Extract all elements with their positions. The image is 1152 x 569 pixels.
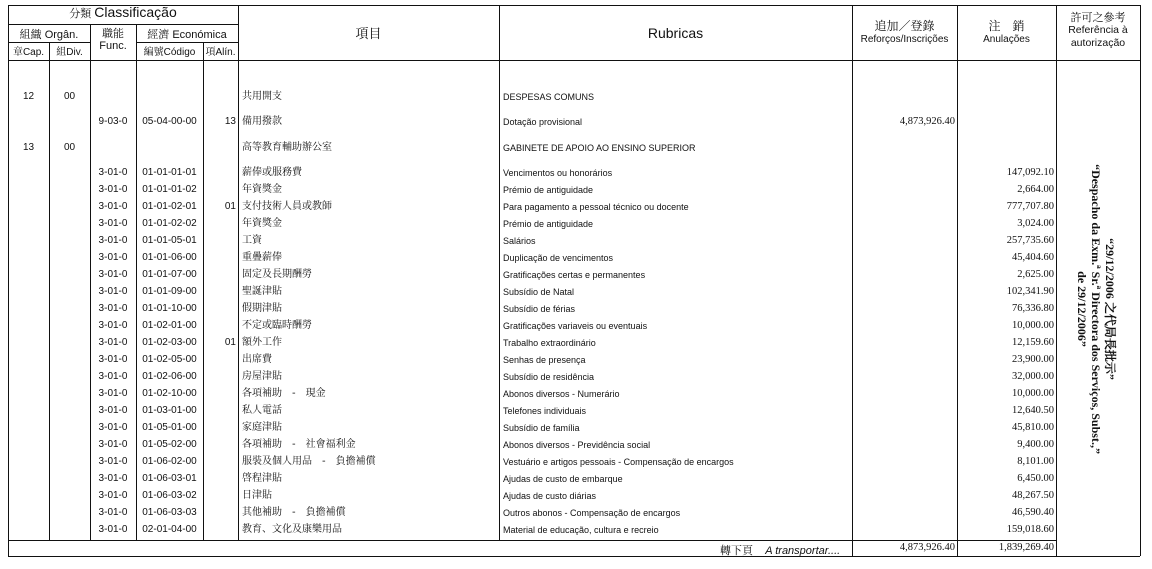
items-header: 項目 [355, 27, 382, 42]
functional-cell: 3-01-0 [98, 320, 128, 331]
chapter-zh: 章 [12, 47, 23, 58]
functional-cell: 9-03-0 [98, 116, 128, 127]
rubrica-cell: Prémio de antiguidade [503, 185, 594, 195]
rubrica-cell: Vencimentos ou honorários [503, 168, 613, 178]
classification-pt: Classificação [94, 4, 177, 20]
reference-zh: 許可之參考 [1070, 11, 1126, 24]
rubrica-cell: Material de educação, cultura e recreio [503, 525, 659, 535]
code-cell: 02-01-04-00 [142, 524, 197, 535]
reference-header [1056, 11, 1140, 50]
cancellation-cell: 12,159.60 [1012, 337, 1054, 348]
item-zh-cell: 假期津貼 [242, 303, 282, 314]
cancellation-cell: 46,590.40 [1012, 507, 1054, 518]
rubrica-cell: Ajudas de custo de embarque [503, 474, 623, 484]
chapter-pt: Cap. [22, 47, 45, 58]
functional-cell: 3-01-0 [98, 524, 128, 535]
item-zh-cell: 房屋津貼 [242, 371, 282, 382]
functional-cell: 3-01-0 [98, 184, 128, 195]
cancellation-cell: 147,092.10 [1006, 167, 1054, 178]
cancellation-cell: 10,000.00 [1012, 320, 1054, 331]
alinea-cell: 01 [224, 337, 236, 348]
cancellations-zh: 注 銷 [988, 19, 1025, 33]
functional-cell: 3-01-0 [98, 235, 128, 246]
functional-cell: 3-01-0 [98, 218, 128, 229]
cancellation-cell: 257,735.60 [1006, 235, 1054, 246]
item-zh-cell: 薪俸或服務費 [242, 167, 302, 178]
division-cell: 00 [63, 142, 76, 153]
code-cell: 01-01-07-00 [142, 269, 197, 280]
code-cell: 01-01-01-01 [142, 167, 197, 178]
total-reforcos: 4,873,926.40 [899, 542, 955, 553]
rubrica-cell: Ajudas de custo diárias [503, 491, 597, 501]
cancellation-cell: 23,900.00 [1012, 354, 1054, 365]
cancellation-cell: 45,810.00 [1012, 422, 1054, 433]
code-cell: 01-01-01-02 [142, 184, 197, 195]
item-zh-cell: 高等教育輔助辦公室 [242, 142, 332, 153]
reinforcement-cell: 4,873,926.40 [899, 116, 955, 127]
functional-zh: 職能 [102, 27, 124, 40]
cancellations-pt: Anulações [983, 34, 1030, 45]
economic-header [136, 28, 238, 42]
alinea-cell: 13 [224, 116, 236, 127]
code-cell: 01-02-05-00 [142, 354, 197, 365]
rubrica-cell: Gratificações certas e permanentes [503, 270, 646, 280]
col-border [49, 42, 50, 540]
item-zh-cell: 固定及長期酬勞 [242, 269, 312, 280]
classification-divider [8, 24, 238, 25]
alinea-header [203, 46, 238, 59]
cancellation-cell: 45,404.60 [1012, 252, 1054, 263]
functional-cell: 3-01-0 [98, 167, 128, 178]
cancellation-cell: 48,267.50 [1012, 490, 1054, 501]
rubrica-cell: Subsídio de Natal [503, 287, 575, 297]
item-zh-cell: 其他補助 - 負擔補償 [242, 507, 346, 518]
reinforcements-zh: 追加／登錄 [874, 19, 935, 33]
item-zh-cell: 不定或臨時酬勞 [242, 320, 312, 331]
alinea-pt: Alín. [215, 47, 236, 58]
code-cell: 01-01-06-00 [142, 252, 197, 263]
rubrica-cell: Subsídio de férias [503, 304, 576, 314]
chapter-cell: 13 [22, 142, 35, 153]
cancellation-cell: 9,400.00 [1017, 439, 1054, 450]
carry-zh: 轉下頁 [720, 544, 753, 557]
col-border [238, 5, 239, 540]
chapter-cell: 12 [22, 91, 35, 102]
cancellation-cell: 2,664.00 [1017, 184, 1054, 195]
functional-cell: 3-01-0 [98, 286, 128, 297]
item-zh-cell: 重疊薪俸 [242, 252, 282, 263]
code-cell: 01-01-09-00 [142, 286, 197, 297]
authorization-text [1075, 49, 1117, 569]
chapter-header [8, 46, 49, 59]
carry-forward-label [720, 542, 840, 558]
item-zh-cell: 額外工作 [242, 337, 282, 348]
code-cell: 01-05-01-00 [142, 422, 197, 433]
functional-cell: 3-01-0 [98, 507, 128, 518]
cancellation-cell: 8,101.00 [1017, 456, 1054, 467]
economic-pt: Económica [172, 29, 227, 41]
cancellation-cell: 159,018.60 [1006, 524, 1054, 535]
code-cell: 01-06-03-01 [142, 473, 197, 484]
item-zh-cell: 各項補助 - 現金 [242, 388, 326, 399]
cancellation-cell: 12,640.50 [1012, 405, 1054, 416]
functional-cell: 3-01-0 [98, 456, 128, 467]
code-cell: 01-02-10-00 [142, 388, 197, 399]
col-border [1056, 5, 1057, 556]
carry-pt: A transportar.... [765, 545, 841, 557]
code-cell: 05-04-00-00 [142, 116, 197, 127]
rubrica-cell: Dotação provisional [503, 117, 583, 127]
item-zh-cell: 共用開支 [242, 91, 282, 102]
item-zh-cell: 日津貼 [242, 490, 272, 501]
functional-cell: 3-01-0 [98, 337, 128, 348]
code-cell: 01-01-02-01 [142, 201, 197, 212]
cancellation-cell: 102,341.90 [1006, 286, 1054, 297]
code-cell: 01-02-01-00 [142, 320, 197, 331]
item-zh-cell: 服裝及個人用品 - 負擔補償 [242, 456, 376, 467]
division-pt: Div. [66, 47, 83, 58]
reinforcements-header [852, 20, 957, 46]
code-cell: 01-05-02-00 [142, 439, 197, 450]
item-zh-cell: 私人電話 [242, 405, 282, 416]
organic-zh: 組織 [19, 28, 42, 41]
code-cell: 01-01-10-00 [142, 303, 197, 314]
functional-header [90, 27, 136, 53]
code-cell: 01-03-01-00 [142, 405, 197, 416]
total-anulacoes: 1,839,269.40 [998, 542, 1054, 553]
rubrica-cell: Telefones individuais [503, 406, 587, 416]
division-zh: 組 [56, 47, 67, 58]
functional-cell: 3-01-0 [98, 473, 128, 484]
col-border [8, 5, 9, 556]
table-bottom-border [8, 556, 1140, 557]
col-border [852, 5, 853, 556]
code-cell: 01-06-03-02 [142, 490, 197, 501]
rubrica-cell: DESPESAS COMUNS [503, 92, 595, 102]
item-zh-cell: 家庭津貼 [242, 422, 282, 433]
footer-top-border [8, 540, 1056, 541]
rubrica-cell: Duplicação de vencimentos [503, 253, 614, 263]
rubrica-cell: Outros abonos - Compensação de encargos [503, 508, 681, 518]
code-cell: 01-06-03-03 [142, 507, 197, 518]
item-zh-cell: 啓程津貼 [242, 473, 282, 484]
cancellations-header [957, 20, 1056, 46]
cancellation-cell: 10,000.00 [1012, 388, 1054, 399]
header-bottom-border [8, 60, 1140, 61]
alinea-cell: 01 [224, 201, 236, 212]
item-zh-cell: 聖誕津貼 [242, 286, 282, 297]
col-border [1140, 5, 1141, 556]
cancellation-cell: 76,336.80 [1012, 303, 1054, 314]
item-zh-cell: 工資 [242, 235, 262, 246]
economic-zh: 經濟 [147, 28, 170, 41]
reference-pt-line2: autorização [1070, 37, 1126, 49]
functional-cell: 3-01-0 [98, 439, 128, 450]
rubrica-cell: Subsídio de família [503, 423, 580, 433]
code-cell: 01-06-02-00 [142, 456, 197, 467]
reference-pt-line1: Referência à [1068, 24, 1128, 36]
division-header [49, 46, 90, 59]
cancellation-cell: 2,625.00 [1017, 269, 1054, 280]
rubrica-cell: Vestuário e artigos pessoais - Compensação de encargos [503, 457, 734, 467]
reinforcements-pt: Reforços/Inscrições [860, 34, 949, 45]
rubrica-cell: Prémio de antiguidade [503, 219, 594, 229]
rubrica-cell: Senhas de presença [503, 355, 586, 365]
authorization-line1: “29/12/2006 之代局長批示” [1103, 238, 1117, 380]
cancellation-cell: 32,000.00 [1012, 371, 1054, 382]
item-zh-cell: 出席費 [242, 354, 272, 365]
division-cell: 00 [63, 91, 76, 102]
functional-cell: 3-01-0 [98, 490, 128, 501]
cancellation-cell: 777,707.80 [1006, 201, 1054, 212]
col-border [499, 5, 500, 540]
item-zh-cell: 年資獎金 [242, 184, 282, 195]
rubrica-cell: Para pagamento a pessoal técnico ou docente [503, 202, 689, 212]
code-cell: 01-02-06-00 [142, 371, 197, 382]
rubrica-cell: GABINETE DE APOIO AO ENSINO SUPERIOR [503, 143, 696, 153]
item-zh-cell: 年資獎金 [242, 218, 282, 229]
functional-cell: 3-01-0 [98, 252, 128, 263]
rubrica-cell: Subsídio de residência [503, 372, 595, 382]
rubrica-cell: Salários [503, 236, 536, 246]
rubrica-cell: Abonos diversos - Previdência social [503, 440, 651, 450]
functional-pt: Func. [99, 40, 127, 52]
item-zh-cell: 各項補助 - 社會福利金 [242, 439, 356, 450]
functional-cell: 3-01-0 [98, 354, 128, 365]
code-header [136, 46, 203, 59]
rubrica-cell: Abonos diversos - Numerário [503, 389, 620, 399]
classification-zh: 分類 [69, 7, 92, 20]
code-cell: 01-01-05-01 [142, 235, 197, 246]
cancellation-cell: 6,450.00 [1017, 473, 1054, 484]
functional-cell: 3-01-0 [98, 388, 128, 399]
functional-cell: 3-01-0 [98, 405, 128, 416]
economic-divider [136, 42, 238, 43]
rubrica-cell: Trabalho extraordinário [503, 338, 596, 348]
rubricas-header: Rubricas [647, 25, 704, 41]
code-pt: Código [163, 47, 196, 58]
classification-header [8, 6, 238, 21]
alinea-zh: 項 [205, 47, 216, 58]
item-zh-cell: 教育、文化及康樂用品 [242, 524, 342, 535]
functional-cell: 3-01-0 [98, 422, 128, 433]
organic-pt: Orgân. [44, 29, 79, 41]
functional-cell: 3-01-0 [98, 201, 128, 212]
item-zh-cell: 支付技術人員或教師 [242, 201, 332, 212]
functional-cell: 3-01-0 [98, 371, 128, 382]
authorization-line3: de 29/12/2006” [1075, 271, 1089, 347]
functional-cell: 3-01-0 [98, 303, 128, 314]
functional-cell: 3-01-0 [98, 269, 128, 280]
rubrica-cell: Gratificações variaveis ou eventuais [503, 321, 648, 331]
cancellation-cell: 3,024.00 [1017, 218, 1054, 229]
code-cell: 01-01-02-02 [142, 218, 197, 229]
organic-header [8, 28, 90, 42]
code-cell: 01-02-03-00 [142, 337, 197, 348]
code-zh: 編號 [143, 47, 164, 58]
authorization-line2: “Despacho da Exm.ª Sr.ª Directora dos Serviços, Subst.,” [1089, 164, 1103, 454]
item-zh-cell: 備用撥款 [242, 116, 282, 127]
